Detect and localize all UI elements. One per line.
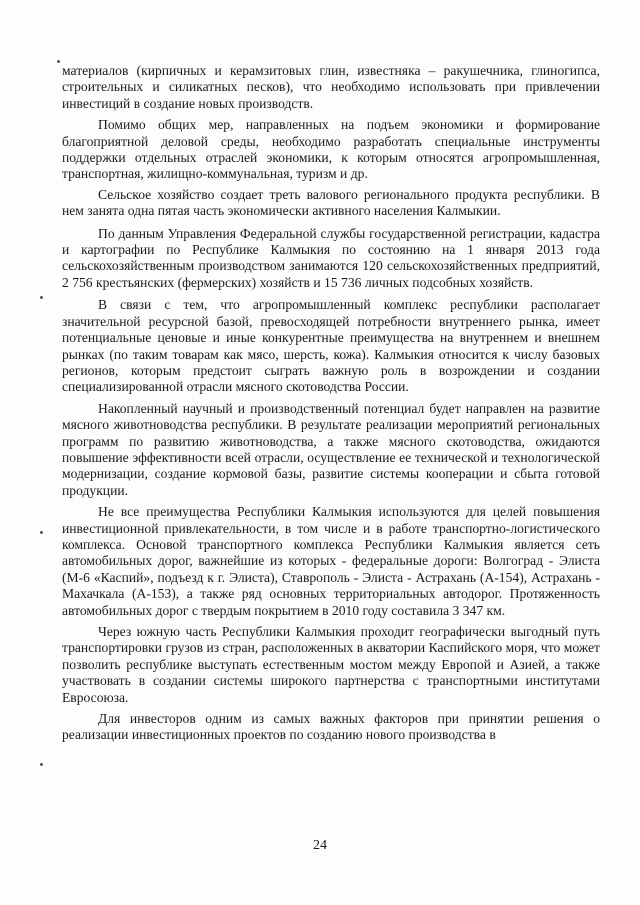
paragraph: материалов (кирпичных и керамзитовых глин, известняка – ракушечника, глиногипса, строительных и силикатных песков), что необходимо использовать при привлечении инвестиций в создание новых производств. xyxy=(62,63,600,111)
paragraph: Накопленный научный и производственный потенциал будет направлен на развитие мясного животноводства республики. В результате реализации мероприятий региональных программ по развитию животноводства, а также мясного скотоводства, ожидаются повышение эффективности всей отрасли, осуществление ее технической и технологической модернизации, создание кормовой базы, развитие системы кооперации и сбыта готовой продукции. xyxy=(62,400,600,498)
scan-speck xyxy=(40,296,43,299)
paragraph: Помимо общих мер, направленных на подъем экономики и формирование благоприятной деловой среды, необходимо разработать специальные инструменты поддержки отдельных отраслей экономики, к которым относятся агропромышленная, транспортная, жилищно-коммунальная, туризм и др. xyxy=(62,117,600,182)
page-number: 24 xyxy=(313,838,327,853)
paragraph: Через южную часть Республики Калмыкия проходит географически выгодный путь транспортировки грузов из стран, расположенных в акватории Каспийского моря, что может позволить республике выступать естественным мостом между Европой и Азией, а также участвовать в создании системы широкого партнерства с транспортными институтами Евросоюза. xyxy=(62,624,600,705)
paragraph: В связи с тем, что агропромышленный комплекс республики располагает значительной ресурсной базой, превосходящей потребности внутреннего рынка, имеет потенциальные ценовые и иные конкурентные преимущества на внутреннем и внешнем рынках (по таким товарам как мясо, шерсть, кожа). Калмыкия относится к числу базовых регионов, которым предстоит сыграть важную роль в возрождении и создании специализированной отрасли мясного скотоводства России. xyxy=(62,297,600,395)
paragraph: По данным Управления Федеральной службы государственной регистрации, кадастра и картографии по Республике Калмыкия по состоянию на 1 января 2013 года сельскохозяйственным производством занимаются 120 сельскохозяйственных предприятий, 2 756 крестьянских (фермерских) хозяйств и 15 736 личных подсобных хозяйств. xyxy=(62,225,600,290)
paragraph: Для инвесторов одним из самых важных факторов при принятии решения о реализации инвестиционных проектов по созданию нового производства в xyxy=(62,711,600,743)
paragraph: Сельское хозяйство создает треть валового регионального продукта республики. В нем занята одна пятая часть экономически активного населения Калмыкии. xyxy=(62,186,600,219)
scan-speck xyxy=(40,763,43,766)
scan-speck xyxy=(57,60,60,63)
paragraph: Не все преимущества Республики Калмыкия используются для целей повышения инвестиционной привлекательности, в том числе и в работе транспортно-логистического комплекса. Основой транспортного комплекса Республики Калмыкия является сеть автомобильных дорог, важнейшие из которых - федеральные дороги: Волгоград - Элиста (М-6 «Каспий», подъезд к г. Элиста), Ставрополь - Элиста - Астрахань (А-154), Астрахань - Махачкала (А-153), а также ряд основных территориальных автодорог. Протяженность автомобильных дорог с твердым покрытием в 2010 году составила 3 347 км. xyxy=(62,504,600,618)
body-text xyxy=(62,63,600,744)
scan-speck xyxy=(40,531,43,534)
